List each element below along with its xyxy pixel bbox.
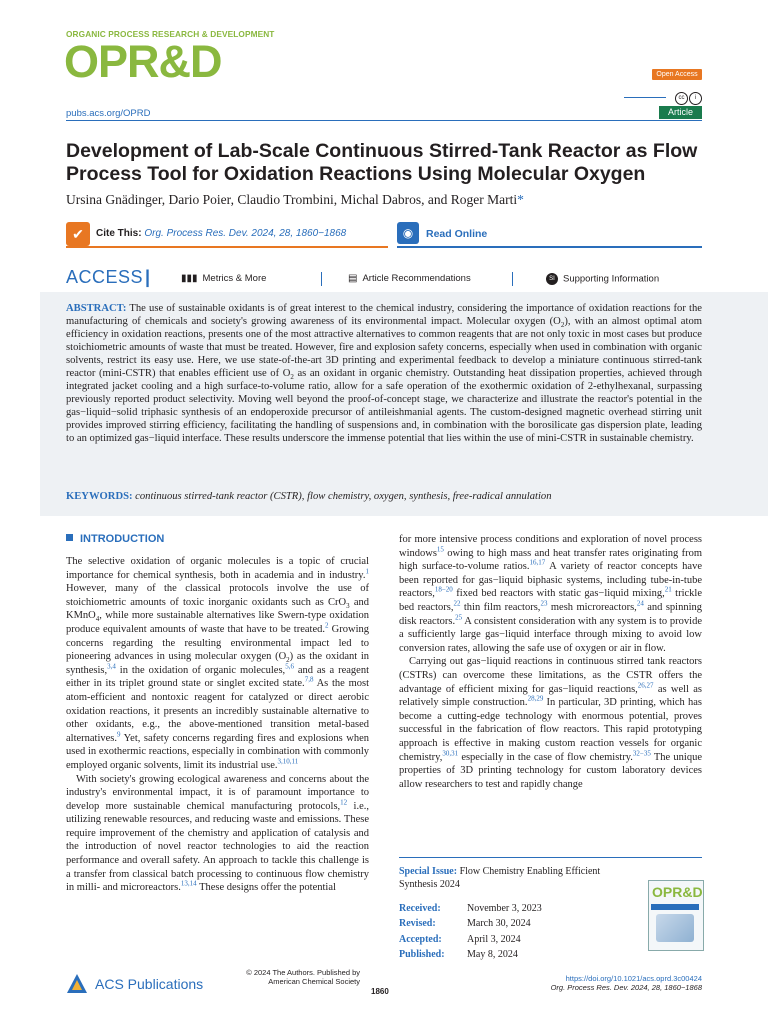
publication-dates (399, 901, 542, 962)
access-text: ACCESS (66, 267, 144, 287)
date-revised: Revised: March 30, 2024 (399, 918, 531, 930)
reference-link[interactable]: 18−20 (434, 585, 453, 594)
reference-link[interactable]: 9 (117, 730, 121, 739)
read-online-underline (397, 246, 702, 248)
check-icon[interactable]: ✔ (66, 222, 90, 246)
journal-subtitle: ORGANIC PROCESS RESEARCH & DEVELOPMENT (66, 29, 275, 39)
body-column-left (66, 555, 369, 895)
reference-link[interactable]: 23 (540, 599, 548, 608)
open-access-rule (624, 97, 666, 98)
creative-commons-icons[interactable] (674, 86, 702, 105)
reference-link[interactable]: 3,4 (107, 662, 116, 671)
special-issue[interactable] (399, 865, 629, 891)
doi-block (520, 974, 702, 992)
reference-link[interactable]: 2 (325, 621, 329, 630)
cc-icon: cc (675, 92, 688, 105)
recommendations-label: Article Recommendations (362, 273, 471, 284)
reference-link[interactable]: 15 (436, 545, 444, 554)
metrics-label: Metrics & More (202, 273, 267, 284)
keywords (66, 490, 702, 503)
bar-chart-icon: ▮▮▮ (181, 273, 198, 284)
paragraph: With society's growing ecological awareness and concerns about the industry's environmental impact, it is of paramount importance to develop more sustainable chemical manufacturing protocols,$^{12}$ i.e., utilizing renewable resources, and reducing waste and emissions. These require improvement of the chemistry and application of catalysis and the introduction of novel reactor technologies to aid the reaction performance and overall safety. An approach to tackle this challenge is a transfer from classical batch processing to continuous flow chemistry in milli- and microreactors.$^{13,14}$ These designs offer the potential (66, 773, 369, 894)
date-received: Received: November 3, 2023 (399, 903, 542, 914)
special-issue-label: Special Issue: (399, 866, 458, 877)
paragraph: Carrying out gas−liquid reactions in continuous stirred tank reactors (CSTRs) can overcome these limitations, as the CSTR offers the advantage of efficient mixing for gas−liquid reactions,$^{26,27}$ as well as relatively simple construction.$^{28,29}$ In particular, 3D printing, which has become a cutting-edge technology with enormous potential, proves successful in the fabrication of flow reactors. This rapid prototyping approach is effective in making custom reaction vessels for organic chemistry,$^{30,31}$ especially in the case of flow chemistry.$^{32-35}$ The unique properties of 3D printing technology for custom laboratory devices allow researchers to test and rapidly change (399, 656, 702, 790)
publisher-name[interactable]: ACS Publications (95, 976, 204, 992)
article-title: Development of Lab-Scale Continuous Stirred-Tank Reactor as Flow Process Tool for Oxidation Reactions Using Molecular Oxygen (66, 140, 698, 185)
article-icon: ▤ (348, 273, 358, 284)
reference-link[interactable]: 24 (636, 599, 644, 608)
reference-link[interactable]: 32−35 (632, 749, 651, 757)
reference-link[interactable]: 16,17 (529, 558, 546, 567)
body-column-right (399, 533, 702, 791)
reference-link[interactable]: 13,14 (180, 879, 197, 888)
paragraph: for more intensive process conditions and exploration of novel process windows$^{15}$ owing to high mass and heat transfer rates originating from high surface-to-volume ratios.$^{16,17}$ A variety of reactor concepts have been reported for gas−liquid biphasic systems, including tube-in-tube reactors,$^{18-20}$ fixed bed reactors with static gas−liquid mixing,$^{21}$ trickle bed reactors,$^{22}$ thin film reactors,$^{23}$ mesh microreactors,$^{24}$ and spinning disk reactors.$^{25}$ A consistent consideration with any system is to provide a sufficiently large gas−liquid interface through mixing to avoid low conversion rates, allowing the safe use of oxygen or air in flow. (399, 534, 703, 654)
cite-label: Cite This: (96, 228, 142, 239)
reference-link[interactable]: 25 (455, 613, 463, 622)
footer-reference: Org. Process Res. Dev. 2024, 28, 1860−1868 (550, 983, 702, 992)
supporting-info-icon: SI (546, 273, 558, 285)
cite-this[interactable] (96, 228, 346, 239)
article-recommendations-tab[interactable] (348, 273, 471, 284)
supporting-label: Supporting Information (563, 273, 660, 285)
article-type-badge: Article (659, 106, 702, 119)
reference-link[interactable]: 26,27 (637, 681, 654, 690)
open-access-badge[interactable]: Open Access (652, 69, 702, 80)
access-label (66, 267, 151, 288)
copyright-notice: © 2024 The Authors. Published by American Chemical Society (246, 968, 360, 986)
keywords-text: continuous stirred-tank reactor (CSTR), flow chemistry, oxygen, synthesis, free-radical annulation (132, 491, 552, 502)
cite-reference[interactable]: Org. Process Res. Dev. 2024, 28, 1860−1868 (144, 228, 347, 239)
date-published: Published: May 8, 2024 (399, 948, 518, 960)
special-issue-name: Flow Chemistry Enabling Efficient Synthesis 2024 (399, 866, 601, 890)
access-separator: | (145, 267, 151, 287)
date-accepted: Accepted: April 3, 2024 (399, 933, 521, 945)
section-heading-introduction: INTRODUCTION (66, 533, 164, 545)
reference-link[interactable]: 28,29 (527, 694, 544, 703)
supporting-information-tab[interactable] (546, 273, 659, 285)
cover-logo: OPR&D (652, 884, 703, 900)
abstract-heading: ABSTRACT: (66, 303, 127, 314)
cite-underline (66, 246, 388, 248)
tab-divider (321, 272, 322, 286)
globe-icon[interactable]: ◉ (397, 222, 419, 244)
cover-band (651, 904, 699, 910)
reference-link[interactable]: 21 (664, 585, 672, 594)
paragraph: The selective oxidation of organic molecules is a topic of crucial importance for chemical synthesis, both in academia and in industry.$^1$ However, many of the classical protocols involve the use of stoichiometric amounts of toxic inorganic oxidants such as CrO$_3$ and KMnO$_4$, while more sustainable alternatives like Swern-type oxidation produce equivalent amounts of waste that have to be treated.$^2$ Growing concerns regarding the resulting environmental impact led to pioneering advances in using molecular oxygen $(O_2)$ as the oxidant in synthesis,$^{3,4}$ in the oxidation of organic molecules,$^{5,6}$ and as a reagent either in its triplet ground state or singlet excited state.$^{7,8}$ As the most atom-efficient and nontoxic reagent for catalyzed or direct aerobic oxidation reactions, it presents an incredibly sustainable alternative to other oxidants, e.g., the above-mentioned transition metal-based alternatives.$^9$ Yet, safety concerns regarding fires and explosions when used in exothermic reactions, especially in combination with commonly employed organic solvents, limit its industrial use.$^{3,10,11}$ (66, 556, 370, 771)
reference-link[interactable]: 5,6 (285, 662, 294, 671)
reference-link[interactable]: 3,10,11 (277, 757, 299, 766)
reference-link[interactable]: 30,31 (442, 749, 459, 757)
abstract: ABSTRACT: The use of sustainable oxidants is of great interest to the chemical industry, considering the importance of oxidation reactions for the manufacturing of chemicals and society's growing awareness of its environmental impact. Molecular oxygen $(O_2)$, with an almost optimal atom efficiency in oxidation reactions, presents one of the most attractive alternatives to common reagents that are not only toxic in most cases but produce stoichiometric amounts of waste that must be treated. However, fire and explosion safety concerns, especially when used in combination with organic solvents, restrict its easy use. Here, we use state-of-the-art 3D printing and experimental feedback to develop a miniature continuous stirred-tank reactor (mini-CSTR) that enables efficient use of $O_2$ as an oxidant in organic chemistry. Outstanding heat dissipation properties, achieved through integrated jacket cooling and a high surface-to-volume ratio, allow for a safe operation of the exothermic oxidation of 2-ethylhexanal, surpassing previously reported product selectivity. Moving well beyond the proof-of-concept stage, we characterize and illustrate the reactor's potential in the gas−liquid−solid triphasic synthesis of an endoperoxide precursor of antileishmanial agents. The custom-designed magnetic overhead stirring unit provides improved stirring efficiency, facilitating the handling of suspensions and, in combination with the borosilicate gas dispersion plate, leading to an optimized gas−liquid interface. These results underscore the immense potential that lies within the use of mini-CSTR in sustainable chemistry. (66, 303, 702, 444)
section-marker-icon (66, 534, 73, 541)
header-divider (66, 120, 702, 121)
read-online-button[interactable]: Read Online (426, 228, 488, 240)
corresponding-author-link[interactable]: * (517, 192, 524, 207)
reference-link[interactable]: 22 (453, 599, 461, 608)
cover-artwork (656, 914, 694, 942)
reference-link[interactable]: 7,8 (304, 675, 314, 684)
reference-link[interactable]: 12 (340, 798, 348, 807)
doi-link[interactable]: https://doi.org/10.1021/acs.oprd.3c00424 (565, 974, 702, 983)
authors-text: Ursina Gnädinger, Dario Poier, Claudio Trombini, Michal Dabros, and Roger Marti (66, 192, 518, 207)
journal-logo[interactable]: OPR&D (64, 36, 222, 87)
metrics-and-more-tab[interactable] (181, 273, 266, 284)
reference-link[interactable]: 1 (365, 567, 369, 576)
special-issue-divider (399, 857, 702, 858)
page-number: 1860 (371, 987, 389, 996)
author-list (66, 192, 524, 208)
keywords-heading: KEYWORDS: (66, 491, 133, 502)
tab-divider (512, 272, 513, 286)
attribution-icon: i (689, 92, 702, 105)
site-url-link[interactable]: pubs.acs.org/OPRD (66, 108, 151, 119)
acs-logo-icon[interactable] (66, 973, 88, 995)
